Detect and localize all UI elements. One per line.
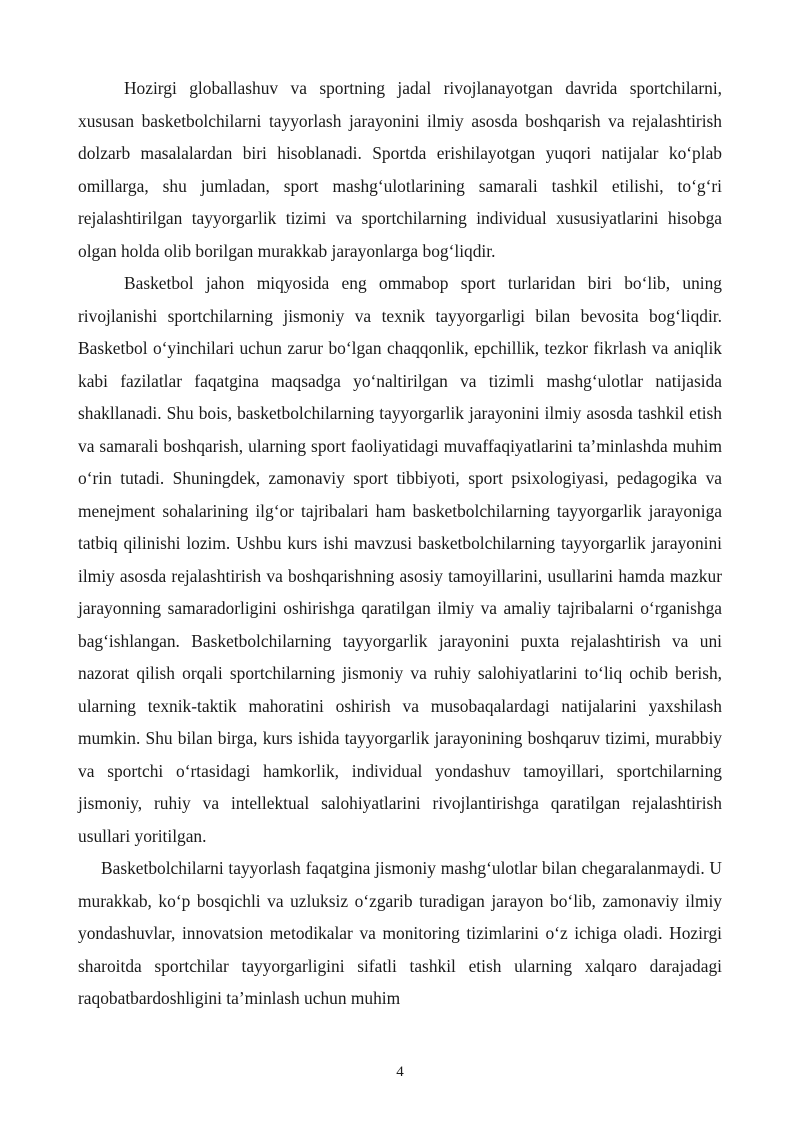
- page-number: 4: [396, 1064, 404, 1080]
- body-text: [78, 72, 722, 1015]
- paragraph-intro: Hozirgi globallashuv va sportning jadal rivojlanayotgan davrida sportchilarni, xususan basketbolchilarni tayyorlash jarayonini ilmiy asosda boshqarish va rejalashtirish dolzarb masalalardan biri hisoblanadi. Sportda erishilayotgan yuqori natijalar koʻplab omillarga, shu jumladan, sport mashgʻulotlarining samarali tashkil etilishi, toʻgʻri rejalashtirilgan tayyorgarlik tizimi va sportchilarning individual xususiyatlarini hisobga olgan holda olib borilgan murakkab jarayonlarga bogʻliqdir.: [78, 78, 722, 261]
- paragraph-basketball: Basketbol jahon miqyosida eng ommabop sport turlaridan biri boʻlib, uning rivojlanishi sportchilarning jismoniy va texnik tayyorgarligi bilan bevosita bogʻliqdir. Basketbol oʻyinchilari uchun zarur boʻlgan chaqqonlik, epchillik, tezkor fikrlash va aniqlik kabi fazilatlar faqatgina maqsadga yoʻnaltirilgan va tizimli mashgʻulotlar natijasida shakllanadi. Shu bois, basketbolchilarning tayyorgarlik jarayonini ilmiy asosda tashkil etish va samarali boshqarish, ularning sport faoliyatidagi muvaffaqiyatlarini taʼminlashda muhim oʻrin tutadi. Shuningdek, zamonaviy sport tibbiyoti, sport psixologiyasi, pedagogika va menejment sohalarining ilgʻor tajribalari ham basketbolchilarning tayyorgarlik jarayoniga tatbiq qilinishi lozim. Ushbu kurs ishi mavzusi basketbolchilarning tayyorgarlik jarayonini ilmiy asosda rejalashtirish va boshqarishning asosiy tamoyillarini, usullarini hamda mazkur jarayonning samaradorligini oshirishga qaratilgan ilmiy va amaliy tajribalarni oʻrganishga bagʻishlangan. Basketbolchilarning tayyorgarlik jarayonini puxta rejalashtirish va uni nazorat qilish orqali sportchilarning jismoniy va ruhiy salohiyatlarini toʻliq ochib berish, ularning texnik-taktik mahoratini oshirish va musobaqalardagi natijalarini yaxshilash mumkin. Shu bilan birga, kurs ishida tayyorgarlik jarayonining boshqaruv tizimi, murabbiy va sportchi oʻrtasidagi hamkorlik, individual yondashuv tamoyillari, sportchilarning jismoniy, ruhiy va intellektual salohiyatlarini rivojlantirishga qaratilgan rejalashtirish usullari yoritilgan.: [78, 273, 722, 846]
- paragraph-training: Basketbolchilarni tayyorlash faqatgina jismoniy mashgʻulotlar bilan chegaralanmaydi. U murakkab, koʻp bosqichli va uzluksiz oʻzgarib turadigan jarayon boʻlib, zamonaviy ilmiy yondashuvlar, innovatsion metodikalar va monitoring tizimlarini oʻz ichiga oladi. Hozirgi sharoitda sportchilar tayyorgarligini sifatli tashkil etish ularning xalqaro darajadagi raqobatbardoshligini taʼminlash uchun muhim: [78, 858, 722, 1008]
